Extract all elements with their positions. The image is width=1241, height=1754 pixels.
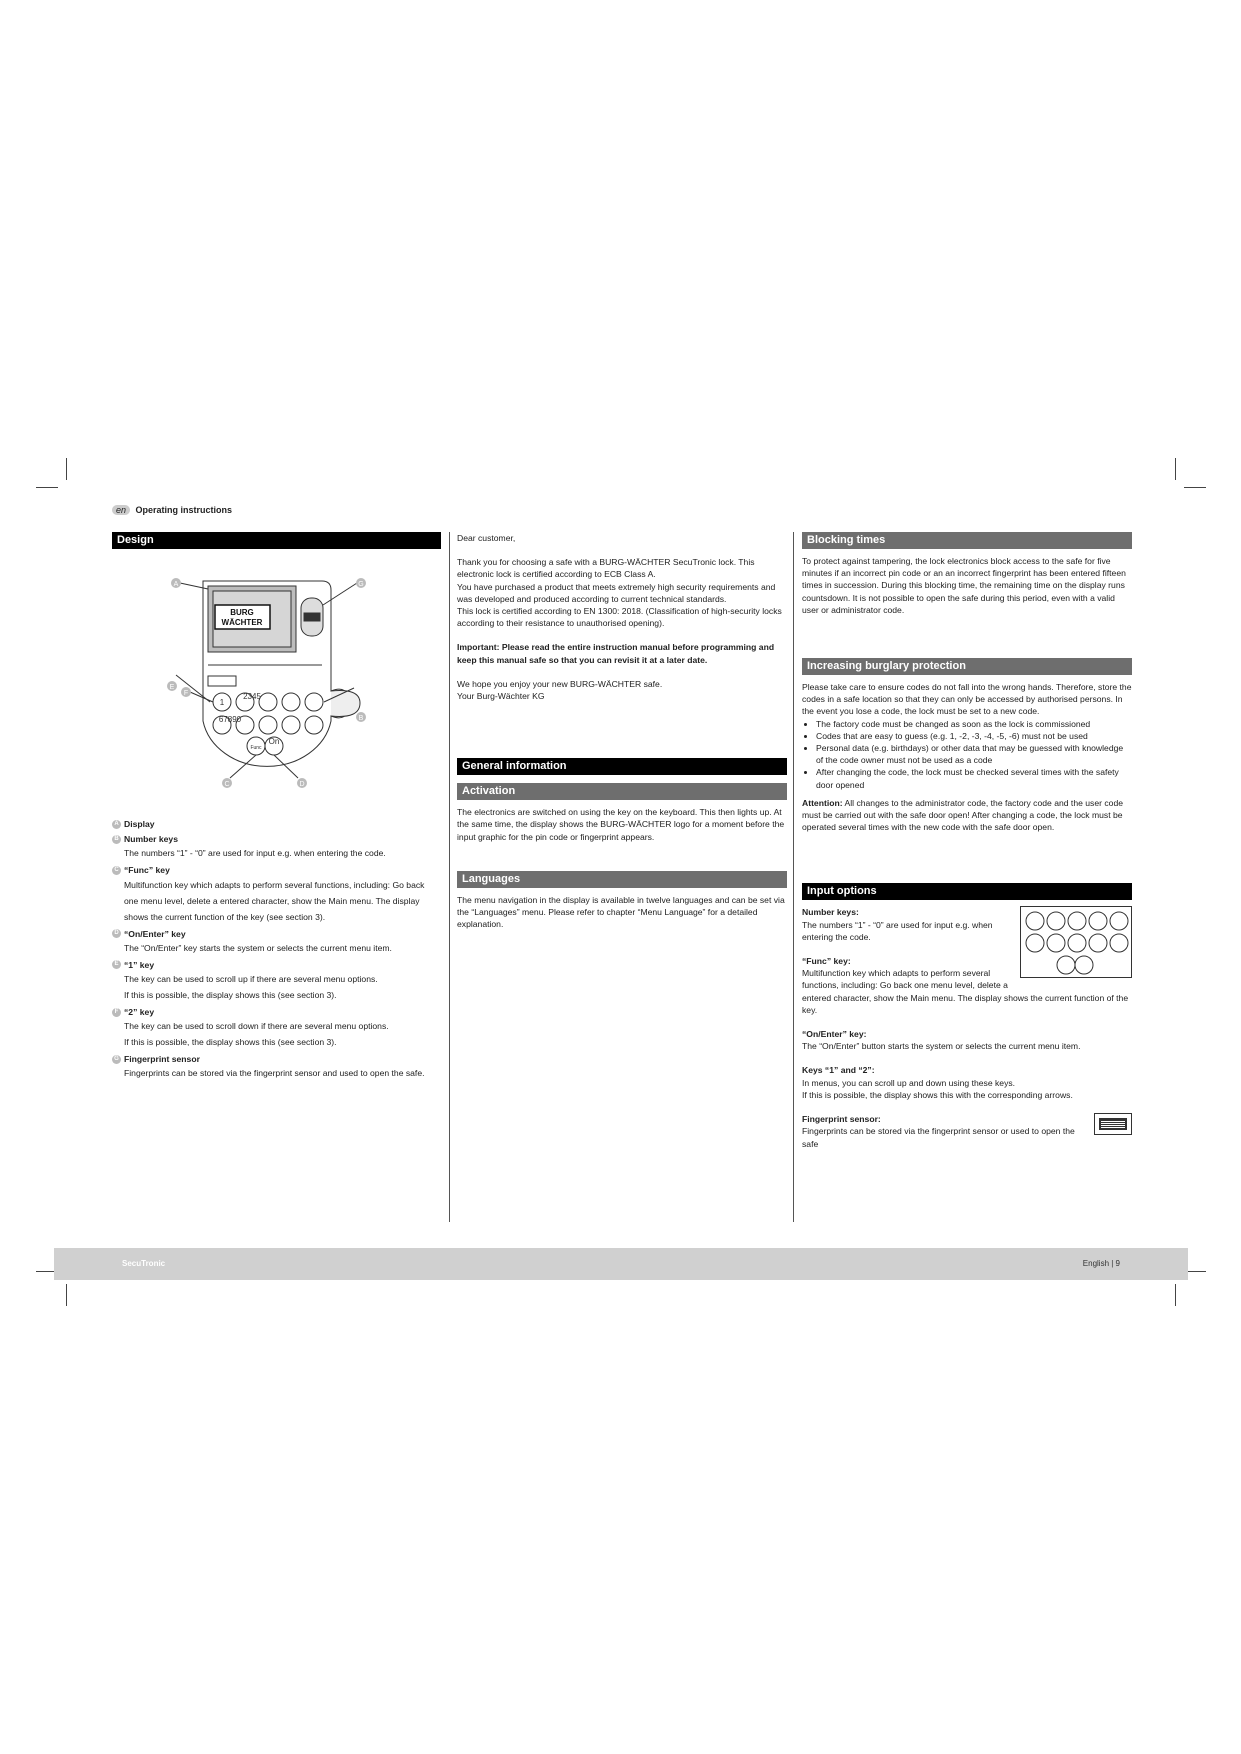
list-item: • After changing the code, the lock must be checked several times with the safety door opened [816, 766, 1132, 790]
crop-mark [1175, 458, 1176, 480]
callout-e: E [169, 684, 175, 691]
keypad-key-1: 1 [219, 698, 225, 707]
keypad-icon [1021, 907, 1131, 977]
legend-title: “Func” key [124, 865, 170, 876]
lock-diagram [112, 553, 441, 808]
intro-p2: You have purchased a product that meets extremely high security requirements and was developed and produced according to current technical standards. [457, 581, 776, 604]
activation-heading: Activation [457, 783, 787, 800]
header-title: Operating instructions [135, 505, 233, 515]
burglary-list [802, 718, 1132, 791]
callout-f: F [183, 690, 189, 697]
callout-a: A [173, 581, 179, 588]
legend-item-a [112, 818, 441, 830]
legend-text: Fingerprints can be stored via the fingerprint sensor and used to open the safe. [124, 1068, 425, 1079]
activation-text: The electronics are switched on using the key on the keyboard. This then lights up. At the same time, the display shows the BURG-WÄCHTER logo for a moment before the input graphic for the pin code or fingerprint appears. [457, 807, 785, 842]
callout-c: C [224, 781, 230, 788]
legend-item-f [112, 1006, 441, 1018]
design-heading: Design [112, 532, 441, 549]
burglary-heading: Increasing burglary protection [802, 658, 1132, 675]
number-keys-title: Number keys: [802, 907, 859, 918]
design-column [112, 532, 441, 1081]
footer-product: SecuTronic [122, 1259, 166, 1268]
page-header [112, 505, 232, 515]
hope-text: We hope you enjoy your new BURG-WÄCHTER safe. [457, 678, 663, 689]
greeting: Dear customer, [457, 533, 516, 543]
input-heading: Input options [802, 883, 1132, 900]
blocking-text: To protect against tampering, the lock electronics block access to the safe for five minutes if an incorrect pin code or an an incorrect fingerprint has been entered fifteen times in succession. During this blocking time, the remaining time on the display runs countsdown. It is not possible to open the safe during this period, even with a valid user or administrator code. [802, 556, 1126, 615]
legend-text: The “On/Enter” key starts the system or selects the current menu item. [124, 942, 392, 953]
keys12-text2: If this is possible, the display shows this with the corresponding arrows. [802, 1089, 1073, 1100]
page-footer [54, 1248, 1188, 1280]
languages-text: The menu navigation in the display is available in twelve languages and can be set via the “Languages” menu. Please refer to chapter “Menu Language” for a detailed explanation. [457, 894, 785, 930]
keypad-illustration [1020, 906, 1132, 978]
func-key-text: Multifunction key which adapts to perform several functions, including: Go back one menu level, delete a entered character, show the Main menu. The display shows the current function of the key. [802, 968, 1129, 1015]
blocking-heading: Blocking times [802, 532, 1132, 549]
legend-letter: C [112, 866, 121, 875]
general-heading: General information [457, 758, 787, 775]
keypad-key-on: On [268, 737, 280, 746]
callout-b: B [358, 715, 364, 722]
fingerprint-icon [1099, 1118, 1127, 1130]
crop-mark [66, 1284, 67, 1306]
legend-item-g [112, 1053, 441, 1065]
crop-mark [1175, 1284, 1176, 1306]
legend-letter: G [112, 1055, 121, 1064]
important-note: Important: Please read the entire instruction manual before programming and keep this manual safe so that you can revisit it at a later date. [457, 642, 775, 665]
column-divider [793, 532, 794, 1222]
callout-d: D [299, 781, 305, 788]
legend-text: If this is possible, the display shows this (see section 3). [124, 1037, 337, 1048]
attention-note [802, 797, 1132, 834]
diagram-logo-line-1: BURG [230, 608, 254, 617]
keypad-key-2345: 2345 [243, 692, 261, 701]
legend-text: The key can be used to scroll up if there are several menu options. [124, 974, 378, 985]
on-key-text: The “On/Enter” button starts the system or selects the current menu item. [802, 1041, 1081, 1052]
attention-label: Attention: [802, 797, 843, 808]
legend-item-c [112, 864, 441, 876]
design-legend [112, 818, 441, 1081]
column-divider [449, 532, 450, 1222]
intro-column [457, 532, 787, 936]
list-item: • Codes that are easy to guess (e.g. 1, -2, -3, -4, -5, -6) must not be used [816, 730, 1132, 742]
legend-letter: D [112, 929, 121, 938]
keys12-title: Keys “1” and “2”: [802, 1065, 875, 1076]
keypad-key-func: Func [250, 745, 262, 751]
crop-mark [1184, 487, 1206, 488]
intro-p1: Thank you for choosing a safe with a BURG-WÄCHTER SecuTronic lock. This electronic lock is certified according to ECB Class A. [457, 557, 755, 580]
footer-page: English | 9 [1082, 1259, 1120, 1268]
legend-text: The key can be used to scroll down if there are several menu options. [124, 1021, 389, 1032]
fp-text: Fingerprints can be stored via the fingerprint sensor or used to open the safe [802, 1126, 1075, 1149]
legend-letter: B [112, 835, 121, 844]
diagram-logo-line-2: WÄCHTER [221, 618, 263, 627]
func-key-title: “Func” key: [802, 956, 851, 967]
legend-letter: A [112, 820, 121, 829]
signature: Your Burg-Wächter KG [457, 691, 545, 702]
legend-title: “2” key [124, 1007, 155, 1018]
on-key-title: “On/Enter” key: [802, 1029, 867, 1040]
legend-title: Display [124, 819, 155, 829]
legend-title: “1” key [124, 959, 155, 970]
legend-item-b [112, 833, 441, 845]
list-item: • The factory code must be changed as soon as the lock is commissioned [816, 718, 1132, 730]
legend-title: Fingerprint sensor [124, 1054, 200, 1065]
language-badge: en [112, 505, 130, 515]
languages-heading: Languages [457, 871, 787, 888]
attention-text: All changes to the administrator code, the factory code and the user code must be carried out with the safe door open! After changing a code, the lock must be operated several times with the new code with the safe door open. [802, 797, 1124, 833]
fingerprint-illustration [1094, 1113, 1132, 1135]
legend-item-e [112, 959, 441, 971]
legend-item-d [112, 928, 441, 940]
keys12-text1: In menus, you can scroll up and down using these keys. [802, 1077, 1016, 1088]
intro-p3: This lock is certified according to EN 1300: 2018. (Classification of high-security locks according to their resistance to unauthorised opening). [457, 606, 782, 629]
legend-letter: E [112, 960, 121, 969]
info-column [802, 532, 1132, 1156]
keypad-key-67890: 67890 [218, 715, 242, 724]
legend-title: Number keys [124, 834, 178, 845]
crop-mark [36, 487, 58, 488]
legend-text: The numbers “1” - “0” are used for input e.g. when entering the code. [124, 848, 386, 859]
fp-title: Fingerprint sensor: [802, 1114, 881, 1125]
intro-paragraph [457, 556, 787, 580]
legend-text: Multifunction key which adapts to perform several functions, including: Go back one menu level, delete a entered character, show the Main menu. The display shows the current function of the key (see section 3). [124, 879, 425, 922]
legend-text: If this is possible, the display shows this (see section 3). [124, 990, 337, 1001]
callout-g: G [358, 581, 364, 588]
list-item: • Personal data (e.g. birthdays) or other data that may be guessed with knowledge of the code owner must not be used as a code [816, 742, 1132, 766]
number-keys-text: The numbers “1” - “0” are used for input e.g. when entering the code. [802, 919, 993, 942]
legend-title: “On/Enter” key [124, 928, 186, 939]
burglary-text: Please take care to ensure codes do not fall into the wrong hands. Therefore, store the codes in a safe location so that they can only be accessed by authorised persons. In the event you lose a code, the lock must be set to a new code. [802, 682, 1132, 717]
crop-mark [66, 458, 67, 480]
legend-letter: F [112, 1008, 121, 1017]
